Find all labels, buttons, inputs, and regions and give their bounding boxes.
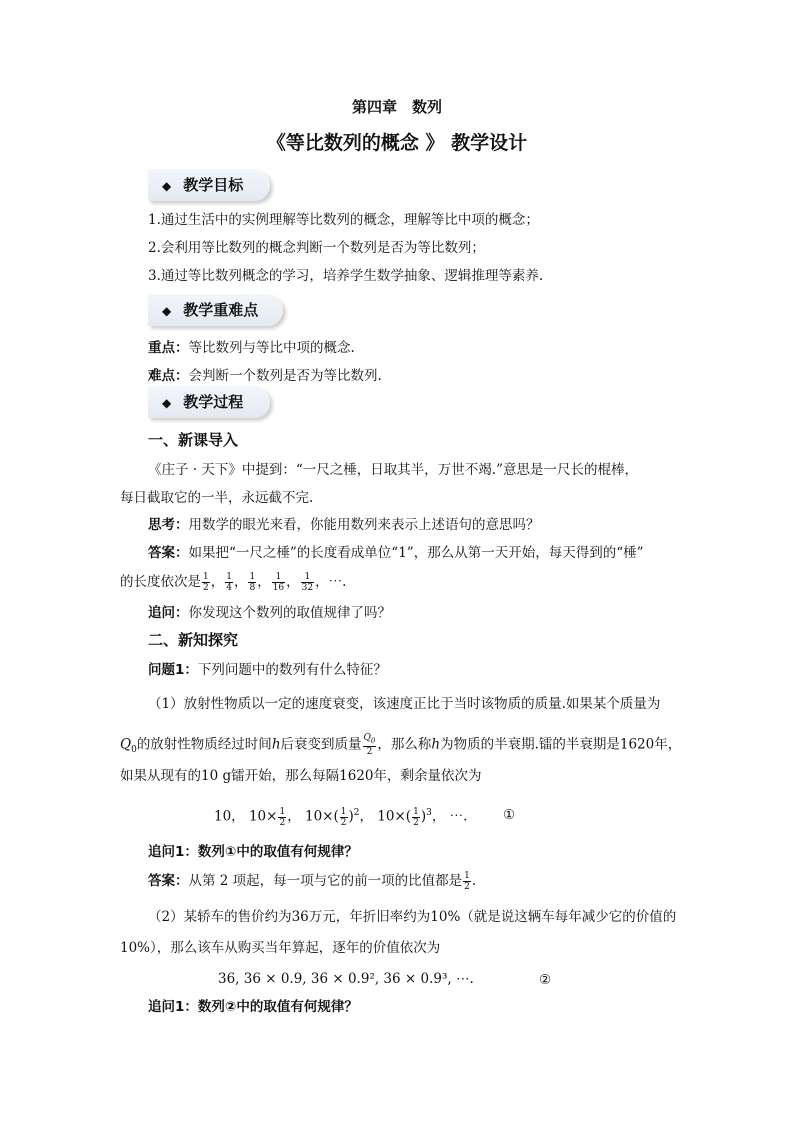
section-header-process — [148, 386, 270, 418]
think-text: 用数学的眼光来看，你能用数列来表示上述语句的意思吗？ — [188, 517, 540, 533]
diamond-icon: ◆ — [162, 396, 172, 410]
part2-heading: 二、新知探究 — [148, 631, 239, 649]
seq-run: 10， 10× — [214, 808, 278, 825]
answer-suffix: ，⋯. — [315, 574, 347, 590]
question-line — [148, 660, 387, 680]
paragraph-line: $Q_0$的放射性物质经过时间h后衰变到质量 $\frac{Q_0}{2}$ ，那么称h为物质的半衰期.镭的半衰期是1620年， — [120, 733, 682, 757]
followup-text: 数列①中的取值有何规律？ — [197, 844, 358, 860]
paragraph-line: 每日截取它的一半，永远截不完. — [120, 490, 314, 506]
focus-line — [148, 338, 355, 358]
fraction: $\frac{1}{4}$ — [226, 572, 232, 593]
goal-item: 3.通过等比数列概念的学习，培养学生数学抽象、逻辑推理等素养. — [148, 268, 544, 284]
document-title: 《等比数列的概念 》 教学设计 — [266, 132, 528, 154]
section-label: 教学重难点 — [183, 301, 259, 319]
goal-item: 2.会利用等比数列的概念判断一个数列是否为等比数列； — [148, 240, 485, 256]
followup-line — [148, 842, 358, 862]
text-run: ，那么称 — [377, 736, 432, 753]
chapter-title: 第四章 数列 — [351, 98, 442, 116]
paragraph-line: （1）放射性物质以一定的速度衰变，该速度正比于当时该物质的质量.如果某个质量为 — [148, 696, 661, 712]
followup-line — [148, 603, 391, 623]
separator: ， — [233, 574, 248, 590]
answer-text: 从第 2 项起，每一项与它的前一项的比值都是 — [188, 873, 463, 889]
question-label: 问题1： — [148, 662, 198, 678]
paragraph-line: 《庄子 · 天下》中提到：“一尺之棰，日取其半，万世不竭.”意思是一尺长的棍棒， — [148, 462, 638, 478]
followup-line — [148, 997, 358, 1017]
exponent: 3 — [426, 808, 432, 818]
answer-label: 答案： — [148, 873, 189, 889]
sequence-1 — [214, 803, 467, 828]
answer-text: 如果把“一尺之棰”的长度看成单位“1”，那么从第一天开始，每天得到的“棰” — [188, 545, 644, 561]
seq-run: ) — [420, 808, 427, 825]
answer-line — [148, 871, 476, 892]
equation-marker-2: ② — [539, 972, 552, 988]
fraction: $\frac{1}{8}$ — [249, 572, 256, 593]
followup-label: 追问1： — [148, 999, 198, 1015]
diamond-icon: ◆ — [162, 179, 172, 193]
sequence-2: 36, 36 × 0.9, 36 × 0.9², 36 × 0.9³, ⋯. — [218, 971, 474, 987]
separator: ， — [210, 574, 225, 590]
answer-prefix: 的长度依次是 — [120, 574, 201, 590]
fraction: $\frac{1}{32}$ — [301, 572, 314, 593]
fraction: $\frac{1}{16}$ — [272, 572, 285, 593]
answer-label: 答案： — [148, 545, 189, 561]
focus-label: 重点： — [148, 340, 189, 356]
exponent: 2 — [353, 808, 360, 818]
math-h: h — [431, 736, 441, 753]
section-label: 教学目标 — [183, 176, 244, 194]
math-h: h — [271, 736, 281, 753]
equation-marker-1: ① — [503, 807, 516, 823]
fraction-1-2: $\frac{1}{2}$ — [340, 806, 347, 828]
math-q: Q — [120, 736, 132, 753]
section-label: 教学过程 — [183, 393, 244, 411]
fraction-q0-over-2: $\frac{Q_0}{2}$ — [363, 733, 376, 757]
separator: ， — [286, 574, 300, 590]
followup-text: 数列②中的取值有何规律？ — [197, 999, 358, 1015]
difficulty-text: 会判断一个数列是否为等比数列. — [188, 368, 382, 384]
diamond-icon: ◆ — [162, 304, 172, 318]
seq-run: ， 10×( — [287, 808, 339, 825]
question-text: 下列问题中的数列有什么特征？ — [197, 662, 387, 678]
focus-text: 等比数列与等比中项的概念. — [188, 340, 355, 356]
fraction-list — [201, 572, 315, 593]
section-header-goals — [148, 169, 270, 201]
paragraph-line: 如果从现有的10 g镭开始，那么每隔1620年，剩余量依次为 — [120, 768, 482, 784]
followup-text: 你发现这个数列的取值规律了吗？ — [188, 605, 391, 621]
answer-line-2 — [120, 572, 346, 593]
difficulty-line — [148, 366, 382, 386]
part1-heading: 一、新课导入 — [148, 431, 239, 449]
seq-run: ， 10×( — [359, 808, 412, 825]
followup-label: 追问1： — [148, 844, 198, 860]
fraction-1-2: $\frac{1}{2}$ — [413, 806, 419, 828]
paragraph-line: 10%），那么该车从购买当年算起，逐年的价值依次为 — [120, 940, 441, 956]
fraction: $\frac{1}{2}$ — [203, 572, 209, 593]
text-run: 的放射性物质经过时间 — [136, 736, 272, 753]
fraction-1-2: $\frac{1}{2}$ — [279, 806, 286, 828]
answer-suffix: . — [471, 873, 477, 889]
answer-line — [148, 543, 644, 563]
seq-run: ， ⋯. — [431, 808, 468, 825]
think-line — [148, 515, 540, 535]
goal-item: 1.通过生活中的实例理解等比数列的概念，理解等比中项的概念； — [148, 212, 539, 228]
text-run: 为物质的半衰期.镭的半衰期是1620年， — [440, 736, 682, 753]
section-header-key — [148, 294, 283, 326]
seq-run: ) — [348, 808, 354, 825]
think-label: 思考： — [148, 517, 189, 533]
followup-label: 追问： — [148, 605, 189, 621]
fraction-1-2: $\frac{1}{2}$ — [464, 871, 470, 892]
difficulty-label: 难点： — [148, 368, 189, 384]
paragraph-line: （2）某轿车的售价约为36万元，年折旧率约为10%（就是说这辆车每年减少它的价值的 — [148, 909, 677, 925]
separator: ， — [257, 574, 271, 590]
text-run: 后衰变到质量 — [280, 736, 362, 753]
